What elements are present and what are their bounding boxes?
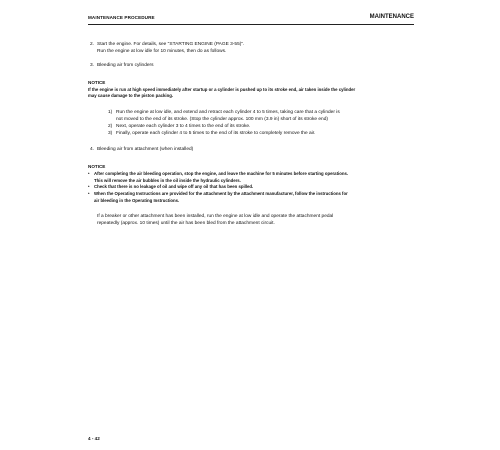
substep-text: Next, operate each cylinder 3 to 4 times to the end of its stroke. xyxy=(116,123,251,129)
paragraph-text: If a breaker or other attachment has been installed, run the engine at low idle and operate the attachment pedal xyxy=(97,214,334,220)
page-content xyxy=(88,42,414,228)
bullet-text: After completing the air bleeding operation, stop the engine, and leave the machine for 5 minutes before starting operations. xyxy=(94,171,349,177)
bullet-text: air bleeding in the Operating Instructions. xyxy=(94,197,180,203)
attachment-paragraph xyxy=(88,214,414,228)
bullet-icon: • xyxy=(88,184,90,190)
page-number: 4 - 42 xyxy=(88,436,100,441)
notice-text: may cause damage to the piston packing. xyxy=(88,93,174,99)
substep-text: Finally, operate each cylinder 4 to 5 times to the end of its stroke to completely remove the air. xyxy=(116,130,316,136)
step-text: Bleeding air from cylinders xyxy=(97,62,154,68)
notice-block xyxy=(88,164,414,204)
header-rule xyxy=(88,24,414,25)
bullet-icon: • xyxy=(88,171,90,177)
list-item xyxy=(108,124,414,131)
step-3 xyxy=(88,63,414,70)
step-number: 2. xyxy=(90,42,95,47)
step-text: Bleeding air from attachment (when installed) xyxy=(97,147,194,153)
section-title: MAINTENANCE PROCEDURE xyxy=(88,15,155,20)
notice-text: If the engine is run at high speed immediately after startup or a cylinder is pushed up to its stroke end, air taken inside the cylinder xyxy=(88,86,356,92)
substep-text: not moved to the end of its stroke. (Stop the cylinder approx. 100 mm (3.9 in) short of its stroke end) xyxy=(116,116,328,122)
substep-number: 1) xyxy=(108,109,113,115)
substep-number: 2) xyxy=(108,123,113,129)
step-text: Start the engine. For details, see "STARTING ENGINE (PAGE 3-55)". xyxy=(97,42,245,47)
step-number: 4. xyxy=(90,147,95,153)
bullet-text: When the Operating Instructions are provided for the attachment by the attachment manufacturer, follow the instructions for xyxy=(94,191,348,197)
step-number: 3. xyxy=(90,62,95,68)
list-item xyxy=(88,171,414,184)
bullet-text: This will remove the air bubbles in the oil inside the hydraulic cylinders. xyxy=(94,177,241,183)
chapter-title: MAINTENANCE xyxy=(369,14,414,20)
notice-title: NOTICE xyxy=(88,164,106,170)
notice-title: NOTICE xyxy=(88,79,106,85)
list-item xyxy=(88,184,414,191)
step-2 xyxy=(88,42,414,56)
list-item xyxy=(108,131,414,138)
substep-text: Run the engine at low idle, and extend and retract each cylinder 4 to 5 times, taking care that a cylinder is xyxy=(116,109,340,115)
manual-page xyxy=(88,0,414,450)
substep-number: 3) xyxy=(108,130,113,136)
step-text: Run the engine at low idle for 10 minutes, then do as follows. xyxy=(97,48,227,54)
bullet-text: Check that there is no leakage of oil and wipe off any oil that has been spilled. xyxy=(94,184,254,190)
notice-block xyxy=(88,80,414,100)
list-item xyxy=(88,191,414,204)
paragraph-text: repeatedly (approx. 10 times) until the air has been bled from the attachment circuit. xyxy=(97,221,275,227)
step-4 xyxy=(88,147,414,154)
list-item xyxy=(108,110,414,124)
bullet-icon: • xyxy=(88,191,90,197)
substep-list xyxy=(88,110,414,138)
page-header xyxy=(88,15,414,27)
